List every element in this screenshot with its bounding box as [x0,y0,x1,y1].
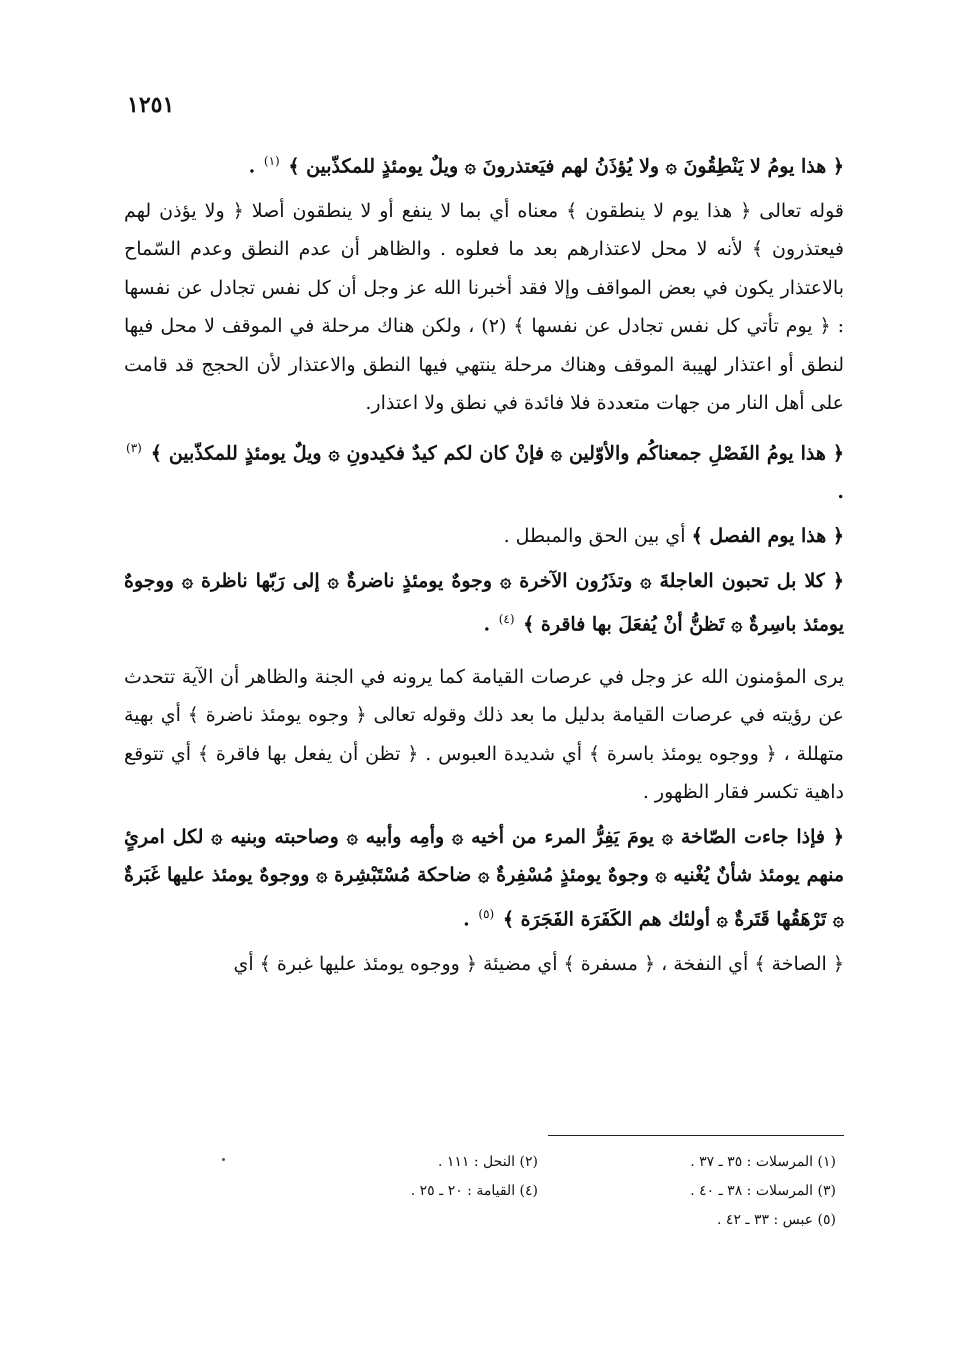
footnote-reference: (٣) [126,440,142,455]
verse-quote: ﴿ هذا يوم الفصل ﴾ [691,525,844,548]
verse-paragraph-2 [124,429,844,511]
footnote-divider [548,1135,844,1136]
commentary-text: أي بين الحق والمبطل . [503,525,692,548]
paragraph-tail: . [837,480,844,503]
footnote-reference: (٥) [478,906,495,921]
commentary-text: يرى المؤمنون الله عز وجل في عرصات القيامة كما يرونه في الجنة والظاهر أن الآية تتحدث عن رؤيته في عرصات القيامة بدليل ما بعد ذلك وقوله تعالى ﴿ وجوه يومئذ ناضرة ﴾ أي بهية متهللة ، ﴿ ووجوه يومئذ باسرة ﴾ أي شديدة العبوس . ﴿ تظن أن يفعل بها فاقرة ﴾ أي تتوقع داهية تكسر فقار الظهور . [124,665,844,804]
commentary-text: قوله تعالى ﴿ هذا يوم لا ينطقون ﴾ معناه أي بما لا ينفع أو لا ينطقون أصلا ﴿ ولا يؤذن لهم فيعتذرون ﴾ لأنه لا محل لاعتذارهم بعد ما فعلوه . والظاهر أن عدم النطق وعدم السّماح بالاعتذار يكون في بعض المواقف وإلا فقد أخبرنا الله عز وجل أن كل نفس تجادل عن نفسها : ﴿ يوم تأتي كل نفس تجادل عن نفسها ﴾ (٢) ، ولكن هناك مرحلة في الموقف لا محل فيها لنطق أو اعتذار لهيبة الموقف وهناك مرحلة ينتهي فيها النطق والاعتذار لأن الحجج قد قامت على أهل النار من جهات متعددة فلا فائدة في نطق ولا اعتذار. [124,199,844,415]
paragraph-tail: . [248,155,262,178]
verse-text: ﴿ فإذا جاءت الصّاخة ۞ يومَ يَفِرُّ المرء من أخيه ۞ وأمِه وأبيه ۞ وصاحبته وبنيه ۞ لكل امرئٍ منهم يومئذ شأنٌ يُغْنيه ۞ وجوهٌ يومئذٍ مُسْفِرةٌ ۞ ضاحكة مُسْتَبْشِرة ۞ ووجوهٌ يومئذ عليها غَبَرةٌ ۞ تَرْهَقُها قَتَرةٌ ۞ أولئك هم الكَفَرَة الفَجَرَة ﴾ [124,825,844,931]
footnote-3: (٣) المرسلات : ٣٨ ـ ٤٠ . [690,1183,836,1199]
verse-paragraph-3 [124,562,844,644]
mixed-paragraph [124,517,844,556]
paragraph-tail: . [463,908,477,931]
footnote-5: (٥) عبس : ٣٣ ـ ٤٢ . [717,1212,836,1228]
verse-text: ﴿ هذا يومُ الفَصْلِ جمعناكُم والأوّلين ۞ فإنْ كان لكم كيدٌ فكيدونِ ۞ ويلٌ يومئذٍ للمكذّبين ﴾ [150,442,844,465]
footnote-reference: (١) [263,154,280,168]
commentary-paragraph-1 [124,192,844,423]
commentary-text: ﴿ الصاخة ﴾ أي النفخة ، ﴿ مسفرة ﴾ أي مضيئة ﴿ ووجوه يومئذ عليها غبرة ﴾ أي [233,952,844,975]
verse-paragraph-1 [124,142,844,186]
verse-paragraph-4 [124,818,844,939]
scan-speck [222,1158,225,1161]
commentary-paragraph-2 [124,658,844,812]
footnote-2: (٢) النحل : ١١١ . [437,1154,538,1170]
footnote-4: (٤) القيامة : ٢٠ ـ ٢٥ . [410,1183,538,1199]
footnote-1: (١) المرسلات : ٣٥ ـ ٣٧ . [690,1154,836,1170]
paragraph-tail: . [483,613,497,636]
verse-text: ﴿ هذا يومُ لا يَنْطِقُونَ ۞ ولا يُؤذَنُ لهم فيَعتذرونَ ۞ ويلٌ يومئذٍ للمكذّبين ﴾ [288,155,844,178]
footnotes-section [300,1150,836,1233]
page-number: ١٢٥١ [127,92,175,118]
footnote-reference: (٤) [498,612,515,627]
verse-text: ﴿ كلا بل تحبون العاجلةَ ۞ وتذَرُون الآخرة ۞ وجوهٌ يومئذٍ ناضرةٌ ۞ إلى رَبّها ناظرة ۞ ووجوهٌ يومئذ باسِرةٌ ۞ تَظنُّ أنْ يُفعَلَ بها فاقرة ﴾ [124,569,844,636]
page-body [124,142,844,983]
commentary-paragraph-3 [124,945,844,984]
